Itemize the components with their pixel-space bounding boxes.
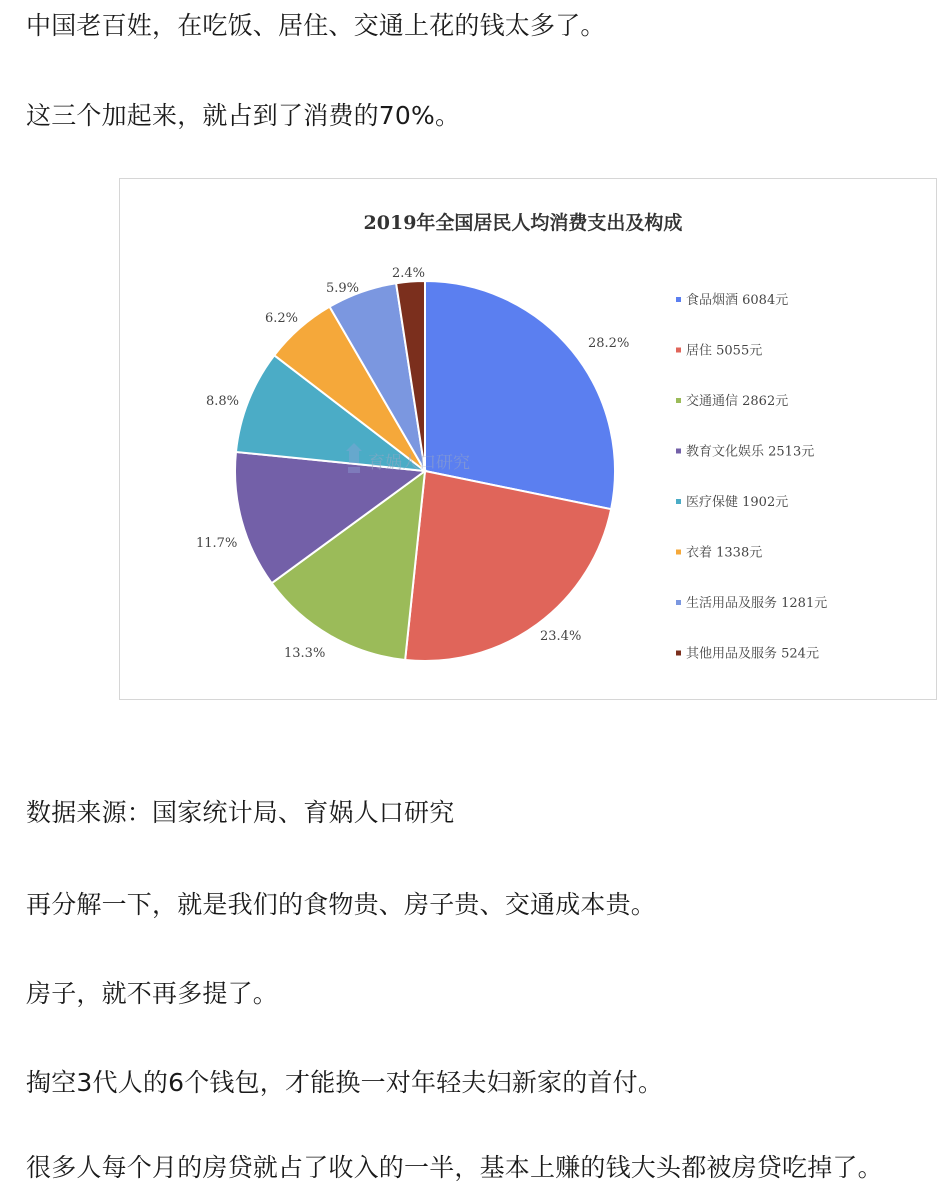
paragraph-housing: 房子，就不再多提了。	[26, 979, 279, 1008]
pie-percent-label: 23.4%	[540, 629, 582, 644]
legend-label: 其他用品及服务 524元	[686, 646, 819, 662]
paragraph-down-payment: 掏空3代人的6个钱包，才能换一对年轻夫妇新家的首付。	[26, 1068, 664, 1097]
pie-percent-label: 28.2%	[588, 336, 630, 351]
paragraph-intro: 中国老百姓，在吃饭、居住、交通上花的钱太多了。	[26, 11, 606, 40]
legend-swatch	[676, 348, 681, 353]
paragraph-breakdown: 再分解一下，就是我们的食物贵、房子贵、交通成本贵。	[26, 890, 657, 919]
pie-percent-label: 11.7%	[196, 536, 238, 551]
watermark-text: 育娲人口研究	[368, 453, 470, 473]
legend-swatch	[676, 550, 681, 555]
legend-swatch	[676, 297, 681, 302]
legend-label: 教育文化娱乐 2513元	[686, 444, 815, 460]
pie-percent-label: 5.9%	[326, 281, 360, 296]
paragraph-data-source: 数据来源：国家统计局、育娲人口研究	[26, 798, 455, 827]
pie-percent-label: 2.4%	[392, 266, 426, 281]
paragraph-mortgage: 很多人每个月的房贷就占了收入的一半，基本上赚的钱大头都被房贷吃掉了。	[26, 1153, 883, 1182]
pie-percent-label: 13.3%	[284, 646, 326, 661]
pie-chart-card	[119, 178, 937, 700]
legend-label: 食品烟酒 6084元	[686, 293, 789, 308]
pie-percent-label: 8.8%	[206, 394, 240, 409]
paragraph-seventy-percent: 这三个加起来，就占到了消费的70%。	[26, 101, 461, 130]
pie-slice	[425, 281, 615, 509]
chart-title: 2019年全国居民人均消费支出及构成	[363, 212, 683, 234]
legend-label: 医疗保健 1902元	[686, 495, 789, 510]
chart-legend	[676, 292, 827, 662]
legend-label: 交通通信 2862元	[686, 394, 789, 409]
legend-swatch	[676, 398, 681, 403]
legend-swatch	[676, 499, 681, 504]
legend-swatch	[676, 651, 681, 656]
legend-label: 生活用品及服务 1281元	[686, 596, 828, 611]
pie-chart	[120, 179, 936, 699]
legend-label: 衣着 1338元	[686, 545, 763, 561]
legend-label: 居住 5055元	[686, 343, 763, 359]
legend-swatch	[676, 449, 681, 454]
pie-percent-label: 6.2%	[265, 311, 299, 326]
legend-swatch	[676, 600, 681, 605]
